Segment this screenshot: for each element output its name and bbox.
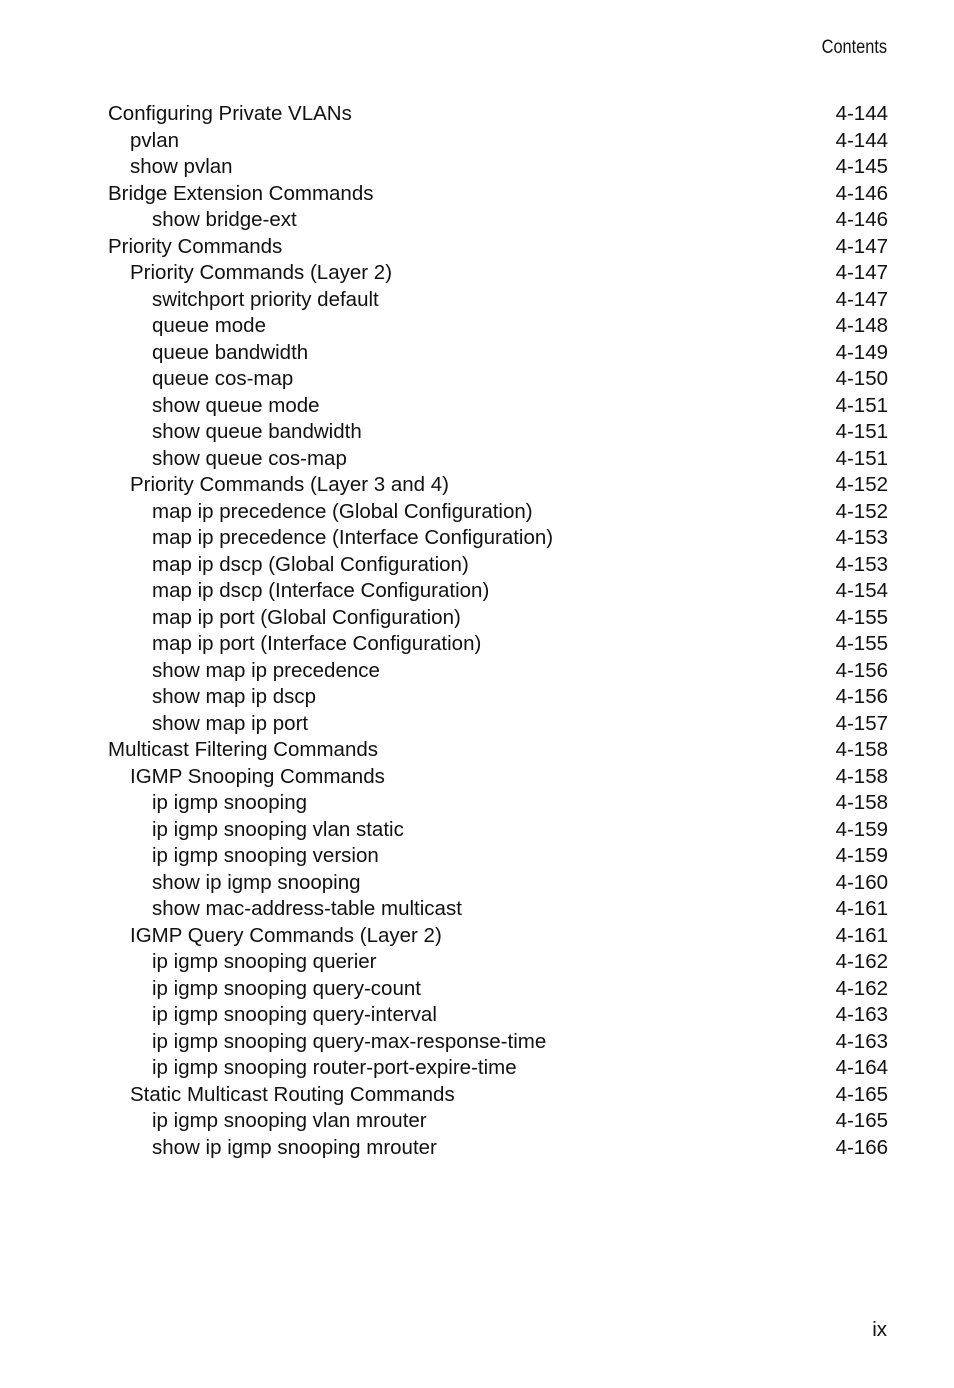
toc-entry-title: map ip dscp (Interface Configuration) xyxy=(152,579,490,602)
toc-entry-title: queue mode xyxy=(152,314,266,337)
toc-entry-title: map ip port (Global Configuration) xyxy=(152,605,461,629)
toc-entry xyxy=(108,128,888,155)
toc-entry xyxy=(108,870,888,897)
toc-entry-title: IGMP Query Commands (Layer 2) xyxy=(130,923,442,947)
toc-entry-page: 4-149 xyxy=(835,340,888,364)
toc-entry-title: show queue mode xyxy=(152,393,320,417)
toc-entry xyxy=(108,949,888,976)
toc-entry-page: 4-153 xyxy=(835,526,888,549)
page-number: ix xyxy=(872,1318,887,1341)
toc-entry-title: ip igmp snooping query-max-response-time xyxy=(152,1029,547,1053)
toc-entry-page: 4-150 xyxy=(835,367,888,390)
toc-entry-page: 4-151 xyxy=(835,446,888,470)
toc-entry xyxy=(108,366,888,393)
toc-entry xyxy=(108,605,888,632)
toc-entry-title: Configuring Private VLANs xyxy=(108,102,352,125)
toc-entry xyxy=(108,552,888,579)
toc-entry-page: 4-163 xyxy=(835,1029,888,1053)
toc-entry-title: Priority Commands (Layer 3 and 4) xyxy=(130,473,450,496)
toc-entry-page: 4-151 xyxy=(835,420,888,443)
toc-entry xyxy=(108,181,888,208)
toc-entry-page: 4-155 xyxy=(835,605,888,629)
toc-entry xyxy=(108,790,888,817)
toc-entry xyxy=(108,472,888,499)
toc-entry-page: 4-158 xyxy=(835,764,888,788)
toc-entry-page: 4-158 xyxy=(835,791,888,814)
toc-entry-title: show mac-address-table multicast xyxy=(152,897,462,920)
toc-entry xyxy=(108,1135,888,1162)
toc-entry-title: queue cos-map xyxy=(152,367,294,390)
toc-entry-title: show map ip dscp xyxy=(152,685,317,708)
toc-entry xyxy=(108,393,888,420)
toc-entry-page: 4-157 xyxy=(835,711,888,735)
toc-entry-page: 4-144 xyxy=(835,102,888,125)
toc-entry-page: 4-162 xyxy=(835,950,888,973)
toc-entry-title: map ip precedence (Global Configuration) xyxy=(152,499,533,523)
toc-entry-page: 4-147 xyxy=(835,261,888,284)
toc-entry-page: 4-145 xyxy=(835,155,888,178)
toc-entry-title: Priority Commands (Layer 2) xyxy=(130,261,393,284)
toc-entry-title: switchport priority default xyxy=(152,287,379,311)
toc-entry-page: 4-147 xyxy=(835,287,888,311)
toc-entry-page: 4-151 xyxy=(835,393,888,417)
toc-entry-title: ip igmp snooping router-port-expire-time xyxy=(152,1056,517,1079)
toc-entry-page: 4-152 xyxy=(835,473,888,496)
toc-entry-page: 4-152 xyxy=(835,499,888,523)
toc-entry xyxy=(108,578,888,605)
toc-entry-page: 4-165 xyxy=(835,1109,888,1132)
toc-entry-title: ip igmp snooping query-count xyxy=(152,976,421,1000)
toc-entry-page: 4-160 xyxy=(835,870,888,894)
toc-entry xyxy=(108,896,888,923)
toc-entry-page: 4-161 xyxy=(835,897,888,920)
toc-entry xyxy=(108,923,888,950)
toc-entry-title: Static Multicast Routing Commands xyxy=(130,1082,455,1106)
toc-entry xyxy=(108,499,888,526)
toc-entry xyxy=(108,525,888,552)
toc-entry xyxy=(108,976,888,1003)
toc-entry-title: IGMP Snooping Commands xyxy=(130,764,385,788)
toc-entry-page: 4-153 xyxy=(835,552,888,576)
toc-entry-title: show pvlan xyxy=(130,155,233,178)
toc-entry xyxy=(108,1055,888,1082)
toc-entry xyxy=(108,446,888,473)
toc-entry xyxy=(108,234,888,261)
toc-entry-page: 4-154 xyxy=(835,579,888,602)
toc-entry-page: 4-165 xyxy=(835,1082,888,1106)
running-header: Contents xyxy=(821,37,887,58)
toc-entry xyxy=(108,1002,888,1029)
toc-entry-title: show map ip port xyxy=(152,711,309,735)
toc-entry xyxy=(108,1108,888,1135)
toc-entry-page: 4-144 xyxy=(835,128,888,152)
toc-entry-title: ip igmp snooping vlan static xyxy=(152,817,404,841)
toc-entry-page: 4-162 xyxy=(835,976,888,1000)
toc-entry-title: show bridge-ext xyxy=(152,208,297,231)
toc-entry-page: 4-166 xyxy=(835,1135,888,1159)
toc-entry-page: 4-159 xyxy=(835,844,888,867)
toc-entry-page: 4-161 xyxy=(835,923,888,947)
toc-entry-page: 4-146 xyxy=(835,181,888,205)
toc-entry-title: pvlan xyxy=(130,128,180,152)
toc-entry-title: Bridge Extension Commands xyxy=(108,181,374,205)
toc-entry xyxy=(108,737,888,764)
toc-entry-title: map ip precedence (Interface Configuration) xyxy=(152,526,554,549)
toc-entry-title: ip igmp snooping vlan mrouter xyxy=(152,1109,427,1132)
toc-entry xyxy=(108,817,888,844)
toc-entry-title: ip igmp snooping version xyxy=(152,844,379,867)
toc-entry-title: ip igmp snooping querier xyxy=(152,950,377,973)
toc-entry-title: ip igmp snooping xyxy=(152,791,307,814)
toc-entry xyxy=(108,101,888,128)
toc-entry-page: 4-148 xyxy=(835,314,888,337)
toc-entry xyxy=(108,658,888,685)
toc-entry-title: show queue cos-map xyxy=(152,446,347,470)
toc-entry-title: show queue bandwidth xyxy=(152,420,362,443)
toc-entry xyxy=(108,313,888,340)
toc-entry-page: 4-155 xyxy=(835,632,888,655)
toc-entry-title: show map ip precedence xyxy=(152,658,380,682)
toc-entry xyxy=(108,764,888,791)
toc-entry-page: 4-156 xyxy=(835,685,888,708)
toc-entry-page: 4-147 xyxy=(835,234,888,258)
toc-entry xyxy=(108,287,888,314)
toc-entry-title: show ip igmp snooping xyxy=(152,870,361,894)
toc-entry-title: queue bandwidth xyxy=(152,340,309,364)
toc-entry xyxy=(108,843,888,870)
toc-entry-title: Multicast Filtering Commands xyxy=(108,738,378,761)
table-of-contents xyxy=(108,101,888,1161)
toc-entry xyxy=(108,154,888,181)
toc-entry xyxy=(108,340,888,367)
toc-entry-title: ip igmp snooping query-interval xyxy=(152,1003,437,1026)
toc-entry xyxy=(108,260,888,287)
toc-entry-title: map ip dscp (Global Configuration) xyxy=(152,552,469,576)
toc-entry-page: 4-158 xyxy=(835,738,888,761)
toc-entry xyxy=(108,1082,888,1109)
toc-entry xyxy=(108,684,888,711)
toc-entry-page: 4-146 xyxy=(835,208,888,231)
toc-entry-page: 4-163 xyxy=(835,1003,888,1026)
toc-entry xyxy=(108,631,888,658)
toc-entry xyxy=(108,419,888,446)
toc-entry-page: 4-159 xyxy=(835,817,888,841)
toc-entry-page: 4-156 xyxy=(835,658,888,682)
toc-entry-title: map ip port (Interface Configuration) xyxy=(152,632,482,655)
toc-entry-page: 4-164 xyxy=(835,1056,888,1079)
toc-entry xyxy=(108,1029,888,1056)
toc-entry-title: show ip igmp snooping mrouter xyxy=(152,1135,437,1159)
toc-entry xyxy=(108,711,888,738)
toc-entry-title: Priority Commands xyxy=(108,234,283,258)
toc-entry xyxy=(108,207,888,234)
